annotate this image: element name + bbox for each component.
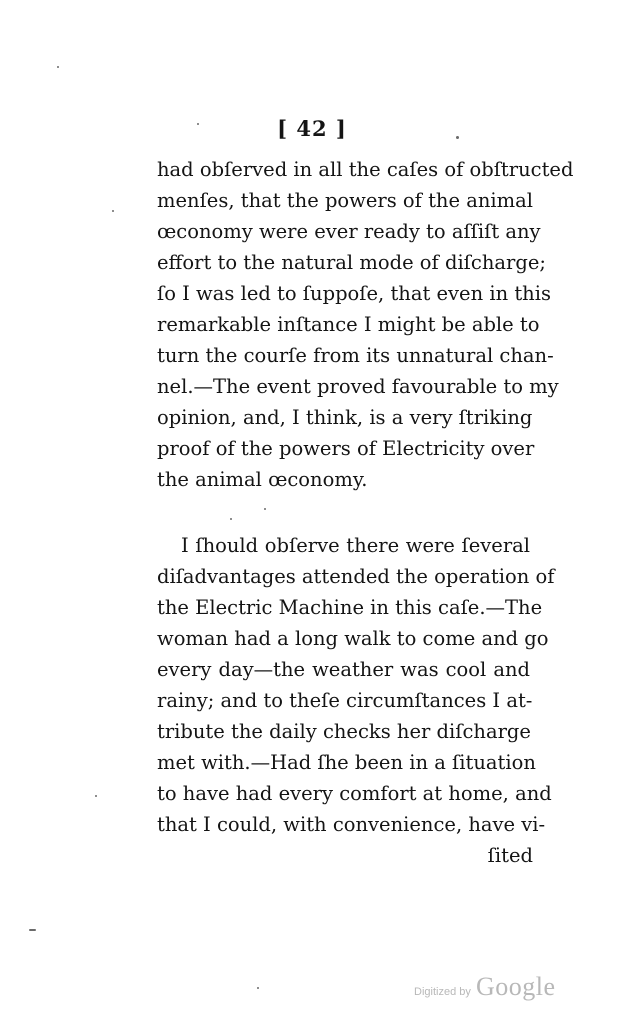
- text-line: the Electric Machine in this caſe.—The: [157, 596, 543, 619]
- text-line: diſadvantages attended the operation of: [157, 565, 555, 588]
- scan-speck: [264, 508, 266, 510]
- text-line: that I could, with convenience, have vi-: [157, 813, 546, 836]
- scan-speck: [29, 929, 36, 931]
- text-line: effort to the natural mode of diſcharge;: [157, 251, 546, 274]
- scan-speck: [257, 987, 259, 989]
- digitization-watermark: [414, 972, 556, 1002]
- scan-speck: [230, 518, 232, 520]
- scan-speck: [112, 210, 114, 212]
- text-line: to have had every comfort at home, and: [157, 782, 552, 805]
- text-line: œconomy were ever ready to aſſiſt any: [157, 220, 541, 243]
- paragraph-2: [157, 530, 555, 840]
- text-line: I ſhould obſerve there were ſeveral: [181, 534, 530, 557]
- text-line: menſes, that the powers of the animal: [157, 189, 533, 212]
- text-line: remarkable inſtance I might be able to: [157, 313, 540, 336]
- text-line: woman had a long walk to come and go: [157, 627, 549, 650]
- watermark-brand: Google: [475, 972, 556, 1001]
- scan-speck: [456, 136, 459, 139]
- text-line: ſo I was led to ſuppoſe, that even in this: [157, 282, 551, 305]
- text-line: had obſerved in all the caſes of obſtructed: [157, 158, 574, 181]
- text-line: proof of the powers of Electricity over: [157, 437, 535, 460]
- page-number: [ 42 ]: [277, 116, 347, 141]
- text-line: turn the courſe from its unnatural chan-: [157, 344, 554, 367]
- scan-speck: [57, 66, 59, 68]
- scan-speck: [197, 123, 199, 125]
- text-line: nel.—The event proved favourable to my: [157, 375, 559, 398]
- text-line: opinion, and, I think, is a very ſtriking: [157, 406, 533, 429]
- text-line: tribute the daily checks her diſcharge: [157, 720, 531, 743]
- catchword: ſited: [487, 844, 533, 867]
- text-line: met with.—Had ſhe been in a ſituation: [157, 751, 536, 774]
- scan-speck: [95, 795, 97, 797]
- watermark-prefix: Digitized by: [414, 986, 471, 998]
- text-line: the animal œconomy.: [157, 468, 368, 491]
- paragraph-1: [157, 154, 574, 495]
- text-line: rainy; and to theſe circumſtances I at-: [157, 689, 533, 712]
- text-line: every day—the weather was cool and: [157, 658, 530, 681]
